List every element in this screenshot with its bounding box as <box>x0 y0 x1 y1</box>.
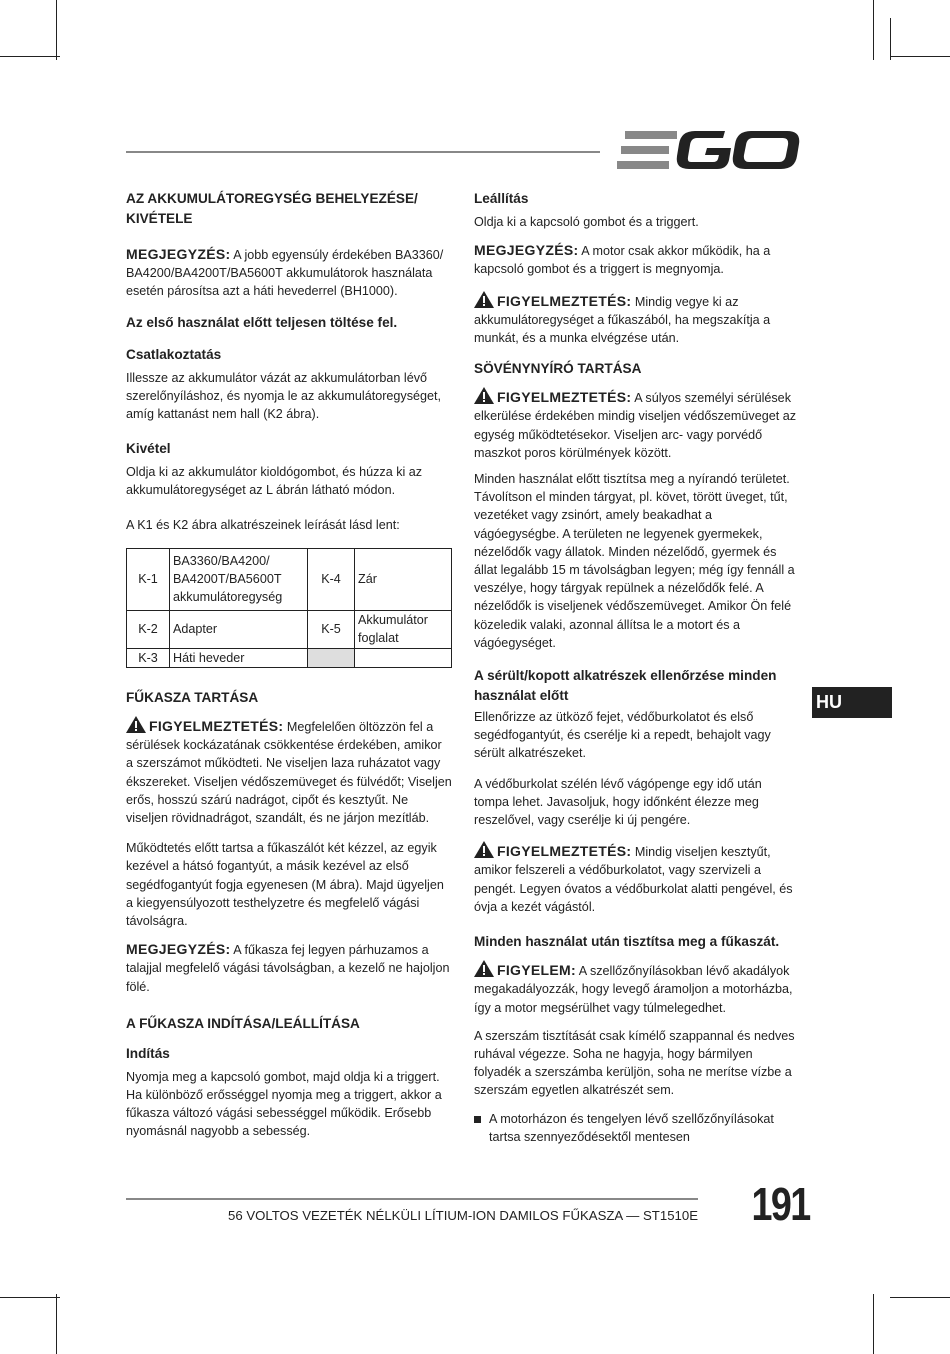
warning-text: Mindig vegye ki az akkumulátoregységet a fűkaszából, ha megszakítja a munkát, és a munka elvégzése után. <box>474 294 771 346</box>
footer-title: 56 VOLTOS VEZETÉK NÉLKÜLI LÍTIUM-ION DAMILOS FŰKASZA — ST1510E <box>227 1208 698 1223</box>
warning-text: Mindig viseljen kesztyűt, amikor felszereli a védőburkolatot, vagy szervizeli a pengét. Legyen óvatos a védőburkolat alatti pengével, és óvja a kezét vágástól. <box>474 845 793 914</box>
parts-intro: A K1 és K2 ábra alkatrészeinek leírását lásd lent: <box>126 517 400 532</box>
start-text: Nyomja meg a kapcsoló gombot, majd oldja ki a triggert. Ha különböző erősséggel nyomja meg a triggert, akkor a fűkasza változó vágási sebességgel működik. Erősebb nyomásnál nagyobb a sebesség. <box>126 1069 442 1139</box>
list-item <box>474 1110 800 1146</box>
note-text: A fűkasza fej legyen párhuzamos a talajjal megfelelő vágási távolságban, a kezelő ne hajoljon fölé. <box>126 943 450 994</box>
note-text: A motor csak akkor működik, ha a kapcsoló gombot és a triggert is megnyomja. <box>474 244 771 277</box>
heading-check: A sérült/kopott alkatrészek ellenőrzése minden használat előtt <box>474 668 777 704</box>
table-row <box>127 610 452 648</box>
warning-paragraph <box>474 841 800 916</box>
part-code: K-4 <box>308 548 355 610</box>
bullet-icon <box>474 1116 481 1123</box>
part-desc: Háti heveder <box>170 648 308 667</box>
caution-label: FIGYELEM: <box>497 962 576 979</box>
warning-label: FIGYELMEZTETÉS: <box>149 718 284 735</box>
warning-paragraph <box>474 291 800 348</box>
bullet-text: A motorházon és tengelyen lévő szellőzőnyílásokat tartsa szennyeződésektől mentesen <box>489 1111 774 1144</box>
first-use-heading: Az első használat előtt teljesen töltése fel. <box>126 314 398 330</box>
left-column <box>126 189 452 1141</box>
note-label: MEGJEGYZÉS: <box>126 941 231 958</box>
warning-label: FIGYELMEZTETÉS: <box>497 292 632 309</box>
heading-hedge: SÖVÉNYNYÍRÓ TARTÁSA <box>474 361 642 377</box>
heading-clean: Minden használat után tisztítsa meg a fűkaszát. <box>474 934 780 950</box>
heading-start-stop: A FŰKASZA INDÍTÁSA/LEÁLLÍTÁSA <box>126 1015 360 1031</box>
note-paragraph <box>126 245 452 301</box>
caution-paragraph <box>474 960 800 1017</box>
part-desc: BA3360/BA4200/ BA4200T/BA5600T akkumulátoregység <box>170 548 308 610</box>
note-text: A jobb egyensúly érdekében BA3360/ BA4200/BA4200T/BA5600T akkumulátorok használata esetén párosítsa azt a háti hevederrel (BH1000). <box>126 248 444 299</box>
connect-text: Illessze az akkumulátor vázát az akkumulátorban lévő szerelőnyíláshoz, és nyomja le az akkumulátoregységet, amíg kattanást nem hall (K2 ábra). <box>126 370 442 422</box>
warning-icon <box>126 716 146 733</box>
part-code: K-3 <box>127 648 170 667</box>
heading-remove: Kivétel <box>126 441 171 457</box>
ego-logo <box>615 128 805 172</box>
crop-mark <box>890 18 891 60</box>
stop-text: Oldja ki a kapcsoló gombot és a triggert. <box>474 215 699 229</box>
footer-rule <box>126 1198 698 1200</box>
header-rule <box>126 151 600 153</box>
parts-table <box>126 548 452 668</box>
warning-paragraph <box>126 716 452 827</box>
part-desc <box>355 648 452 667</box>
warning-icon <box>474 960 494 977</box>
warning-icon <box>474 387 494 404</box>
heading-battery-install: AZ AKKUMULÁTOREGYSÉG BEHELYEZÉSE/ KIVÉTELE <box>126 191 418 226</box>
warning-icon <box>474 291 494 308</box>
warning-text: Megfelelően öltözzön fel a sérülések kockázatának csökkentése érdekében, amikor a szerszámot működteti. Ne viseljen laza ruházatot vagy ékszereket. Viseljen védőszemüveget és fülvédőt; Viseljen erős, hosszú szárú nadrágot, cipőt és kesztyűt. Ne viseljen rövidnadrágot, szandált, és ne járjon mezítláb. <box>126 720 452 826</box>
check-text: Ellenőrizze az ütköző fejet, védőburkolatot és első segédfogantyút, és cserélje ki a repedt, behajolt vagy sérült alkatrészeket. <box>474 710 771 761</box>
part-code: K-1 <box>127 548 170 610</box>
crop-mark <box>56 0 57 60</box>
crop-mark <box>890 1297 950 1298</box>
warning-icon <box>474 841 494 858</box>
right-column <box>474 189 800 1146</box>
crop-mark <box>0 1297 60 1298</box>
remove-text: Oldja ki az akkumulátor kioldógombot, és húzza ki az akkumulátoregységet az L ábrán látható módon. <box>126 465 423 498</box>
note-label: MEGJEGYZÉS: <box>474 242 579 259</box>
warning-paragraph <box>474 387 800 462</box>
crop-mark <box>890 56 950 57</box>
note-label: MEGJEGYZÉS: <box>126 246 231 262</box>
table-row <box>127 548 452 610</box>
crop-mark <box>56 1294 57 1354</box>
part-desc: Adapter <box>170 610 308 648</box>
note-paragraph <box>126 940 452 996</box>
hold-text: Működtetés előtt tartsa a fűkaszálót két kézzel, az egyik kezével a hátsó fogantyút, a másik kezével az első segédfogantyút fogja egyenesen (M ábra). Majd ügyeljen a kiegyensúlyozott testhelyzetre és megfelelő vágási távolságra. <box>126 841 444 929</box>
warning-label: FIGYELMEZTETÉS: <box>497 843 632 860</box>
heading-hold: FŰKASZA TARTÁSA <box>126 690 259 706</box>
part-code <box>308 648 355 667</box>
part-desc: Zár <box>355 548 452 610</box>
blade-text: A védőburkolat szélén lévő vágópenge egy idő után tompa lehet. Javasoljuk, hogy időnként élezze meg reszelővel, vagy cserélje ki új pengére. <box>474 776 762 828</box>
part-code: K-2 <box>127 610 170 648</box>
warning-text: A súlyos személyi sérülések elkerülése érdekében mindig viseljen védőszemüveget az egység működtetésekor. Viseljen arc- vagy porvédő maszkot poros körülmények között. <box>474 391 797 460</box>
heading-start: Indítás <box>126 1045 170 1061</box>
note-paragraph <box>474 241 800 278</box>
warning-label: FIGYELMEZTETÉS: <box>497 389 632 406</box>
language-tab <box>812 687 892 718</box>
language-tab-label: HU <box>816 692 842 712</box>
table-row <box>127 648 452 667</box>
crop-mark <box>873 1294 874 1354</box>
caution-text: A szellőzőnyílásokban lévő akadályok megakadályozzák, hogy levegő áramoljon a motorházba, így a motor megsérülhet vagy túlmelegedhet. <box>474 964 793 1015</box>
crop-mark <box>0 56 60 57</box>
heading-connect: Csatlakoztatás <box>126 346 222 362</box>
crop-mark <box>873 0 874 60</box>
clear-area-text: Minden használat előtt tisztítsa meg a nyírandó területet. Távolítson el minden tárgyat, pl. követ, törött üveget, tűt, vezetéket vagy zsinórt, amely beakadhat a vágóegységbe. A területen ne legyenek gyermekek, nézelődők vagy állatok. Minden nézelődő, gyermek és állat legalább 15 m távolságban legyen; még így fennáll a veszélye, hogy tárgyak repülnek a nézelődők felé. A nézelődők is viseljenek védőszemüveget. Amikor Ön felé közeledik valaki, azonnal állítsa le a motort és a vágóegységet. <box>474 472 795 650</box>
clean-text: A szerszám tisztítását csak kímélő szappannal és nedves ruhával végezze. Soha ne hagyja, hogy bármilyen folyadék a szerszámba kerüljön, soha ne merítse vízbe a szerszám egyetlen alkatrészét sem. <box>474 1028 795 1098</box>
part-desc: Akkumulátor foglalat <box>355 610 452 648</box>
page-number: 191 <box>751 1178 810 1230</box>
heading-stop: Leállítás <box>474 191 529 206</box>
part-code: K-5 <box>308 610 355 648</box>
